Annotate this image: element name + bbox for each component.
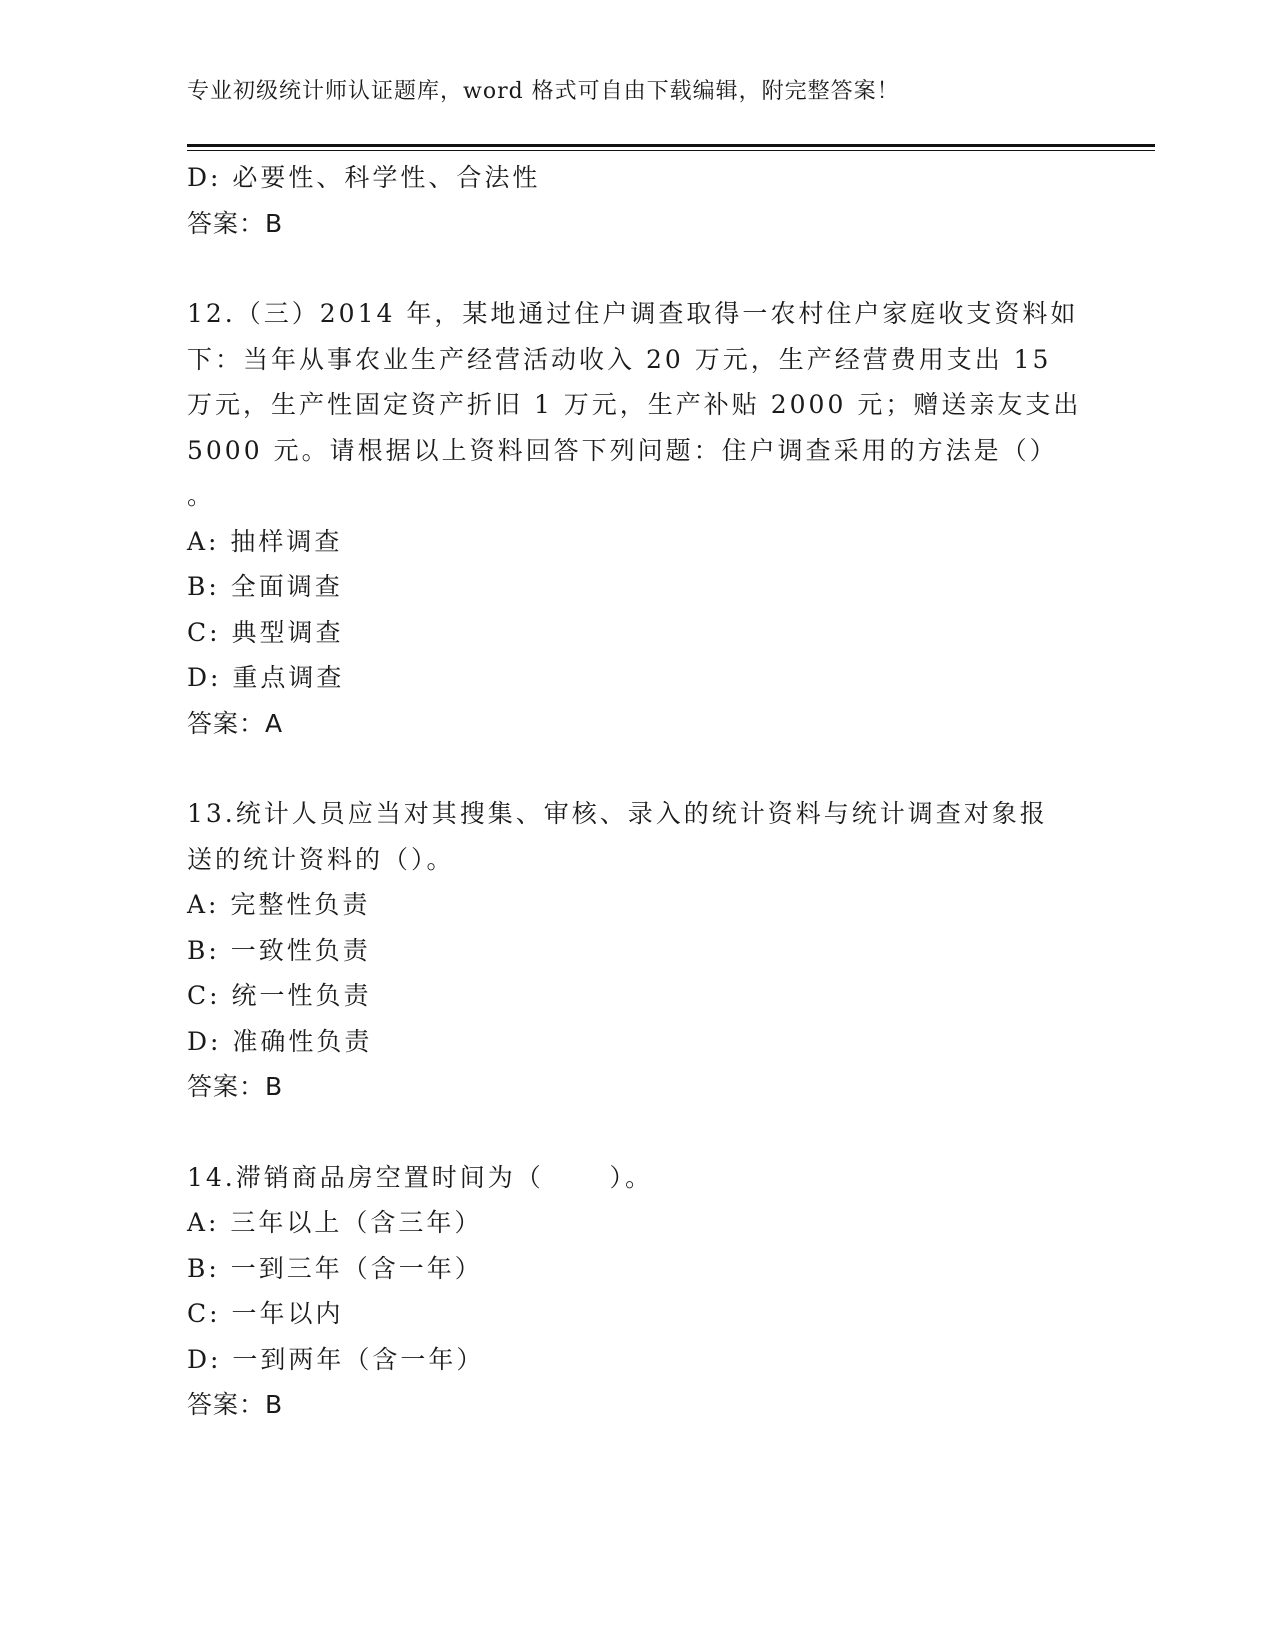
q13-option-b: B: 一致性负责 [187, 935, 371, 965]
q12-stem-line: 12.（三）2014 年，某地通过住户调查取得一农村住户家庭收支资料如 [187, 299, 1079, 328]
question-13 [187, 791, 1087, 1110]
q12-answer: 答案：A [187, 708, 284, 738]
q12-stem-line: 万元，生产性固定资产折旧 1 万元，生产补贴 2000 元；赠送亲友支出 [187, 390, 1082, 419]
question-content [187, 155, 1087, 1428]
question-12 [187, 291, 1087, 746]
header-rule-thin [187, 150, 1155, 151]
q13-option-c: C: 统一性负责 [187, 981, 372, 1010]
page-header: 专业初级统计师认证题库，word 格式可自由下载编辑，附完整答案！ [187, 79, 900, 104]
spacer [187, 746, 1087, 791]
q12-stem-line: 5000 元。请根据以上资料回答下列问题：住户调查采用的方法是（） [187, 435, 1058, 465]
q12-option-a: A: 抽样调查 [187, 526, 343, 556]
q14-option-b: B: 一到三年（含一年） [187, 1253, 483, 1283]
q12-option-c: C: 典型调查 [187, 617, 344, 647]
q13-option-d: D: 准确性负责 [187, 1026, 373, 1056]
q14-option-d: D: 一到两年（含一年） [187, 1344, 485, 1374]
q14-answer: 答案：B [187, 1390, 284, 1419]
q13-stem-line: 送的统计资料的（）。 [187, 844, 455, 874]
q14-option-a: A: 三年以上（含三年） [187, 1208, 483, 1237]
spacer [187, 246, 1087, 291]
q13-answer: 答案：B [187, 1072, 284, 1101]
spacer [187, 1110, 1087, 1155]
prev-option-d: D: 必要性、科学性、合法性 [187, 163, 541, 192]
header-rule-thick [187, 144, 1155, 147]
q14-stem-line: 14.滞销商品房空置时间为（ ）。 [187, 1162, 653, 1192]
prev-answer: 答案：B [187, 208, 284, 238]
q13-stem-line: 13.统计人员应当对其搜集、审核、录入的统计资料与统计调查对象报 [187, 799, 1048, 828]
question-14 [187, 1155, 1087, 1428]
q12-option-b: B: 全面调查 [187, 572, 343, 601]
q13-option-a: A: 完整性负责 [187, 890, 371, 919]
q12-option-d: D: 重点调查 [187, 663, 345, 692]
q14-option-c: C: 一年以内 [187, 1299, 344, 1328]
q12-stem-line: 下：当年从事农业生产经营活动收入 20 万元，生产经营费用支出 15 [187, 344, 1052, 374]
q12-stem-line: 。 [187, 481, 216, 510]
